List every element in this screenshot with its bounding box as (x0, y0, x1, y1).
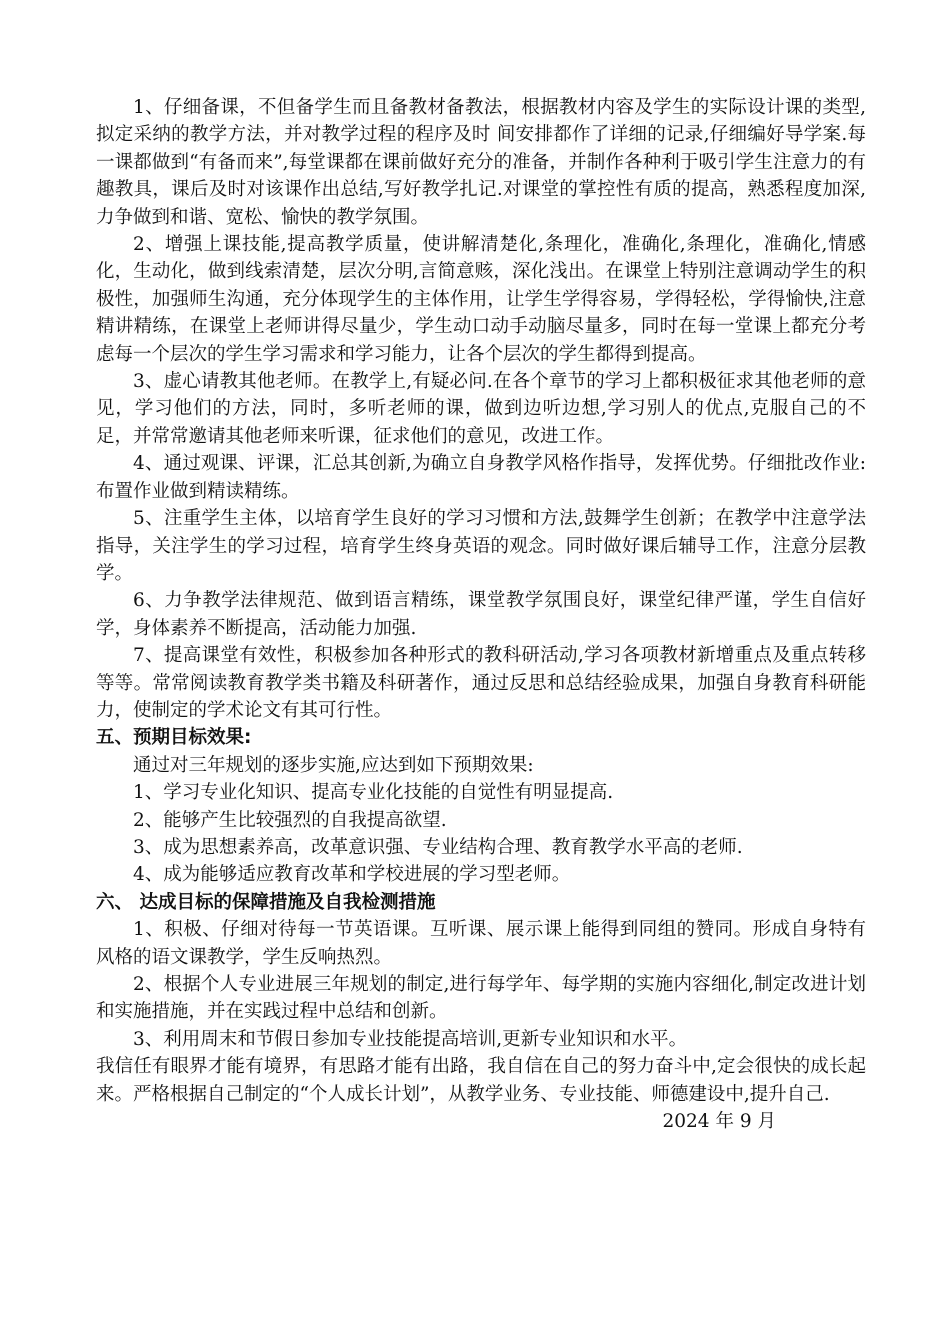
paragraph-5-2: 2、能够产生比较强烈的自我提高欲望. (133, 809, 447, 831)
closing-paragraph: 我信任有眼界才能有境界，有思路才能有出路，我自信在自己的努力奋斗中,定会很快的成长起来。严格根据自己制定的“个人成长计划”，从教学业务、专业技能、师德建设中,提升自己. (96, 1056, 866, 1105)
paragraph-5-4: 4、成为能够适应教育改革和学校进展的学习型老师。 (133, 864, 571, 886)
section-heading-6: 六、 达成目标的保障措施及自我检测措施 (96, 891, 436, 913)
document-page (96, 94, 866, 1135)
paragraph-4-4: 4、通过观课、评课，汇总其创新,为确立自身教学风格作指导，发挥优势。仔细批改作业:布置作业做到精读精练。 (96, 453, 866, 502)
paragraph-5-1: 1、学习专业化知识、提高专业化技能的自觉性有明显提高. (133, 782, 614, 804)
paragraph-4-6: 6、力争教学法律规范、做到语言精练，课堂教学氛围良好，课堂纪律严谨，学生自信好学，身体素养不断提高，活动能力加强. (96, 590, 866, 639)
paragraph-5-3: 3、成为思想素养高，改革意识强、专业结构合理、教育教学水平高的老师. (133, 836, 743, 858)
paragraph-4-3: 3、虚心请教其他老师。在教学上,有疑必问.在各个章节的学习上都积极征求其他老师的意见，学习他们的方法，同时，多听老师的课，做到边听边想,学习别人的优点,克服自己的不足，并常常邀请其他老师来听课，征求他们的意见，改进工作。 (96, 371, 866, 447)
paragraph-4-5: 5、注重学生主体，以培育学生良好的学习习惯和方法,鼓舞学生创新；在教学中注意学法指导，关注学生的学习过程，培育学生终身英语的观念。同时做好课后辅导工作，注意分层教学。 (96, 508, 866, 584)
paragraph-4-1: 1、仔细备课，不但备学生而且备教材备教法，根据教材内容及学生的实际设计课的类型,拟定采纳的教学方法，并对教学过程的程序及时 间安排都作了详细的记录,仔细编好导学案.每一课都做到“有备而来”,每堂课都在课前做好充分的准备，并制作各种利于吸引学生注意力的有趣教具，课后及时对该课作出总结,写好教学扎记.对课堂的掌控性有质的提高，熟悉程度加深,力争做到和谐、宽松、愉快的教学氛围。 (96, 97, 866, 228)
paragraph-6-2: 2、根据个人专业进展三年规划的制定,进行每学年、每学期的实施内容细化,制定改进计划和实施措施，并在实践过程中总结和创新。 (96, 974, 866, 1023)
paragraph-5-intro: 通过对三年规划的逐步实施,应达到如下预期效果: (133, 754, 534, 776)
paragraph-4-2: 2、增强上课技能,提高教学质量，使讲解清楚化,条理化，准确化,条理化，准确化,情感化，生动化，做到线索清楚，层次分明,言简意赅，深化浅出。在课堂上特别注意调动学生的积极性，加强师生沟通，充分体现学生的主体作用，让学生学得容易，学得轻松，学得愉快,注意精讲精练，在课堂上老师讲得尽量少，学生动口动手动脑尽量多，同时在每一堂课上都充分考虑每一个层次的学生学习需求和学习能力，让各个层次的学生都得到提高。 (96, 234, 866, 365)
paragraph-6-1: 1、积极、仔细对待每一节英语课。互听课、展示课上能得到同组的赞同。形成自身特有风格的语文课教学，学生反响热烈。 (96, 919, 866, 968)
paragraph-6-3: 3、利用周末和节假日参加专业技能提高培训,更新专业知识和水平。 (133, 1028, 688, 1050)
section-heading-5: 五、预期目标效果: (96, 727, 252, 749)
paragraph-4-7: 7、提高课堂有效性，积极参加各种形式的教科研活动,学习各项教材新增重点及重点转移等等。常常阅读教育教学类书籍及科研著作，通过反思和总结经验成果，加强自身教育科研能力，使制定的学术论文有其可行性。 (96, 645, 866, 721)
document-date: 2024 年 9 月 (662, 1111, 776, 1133)
